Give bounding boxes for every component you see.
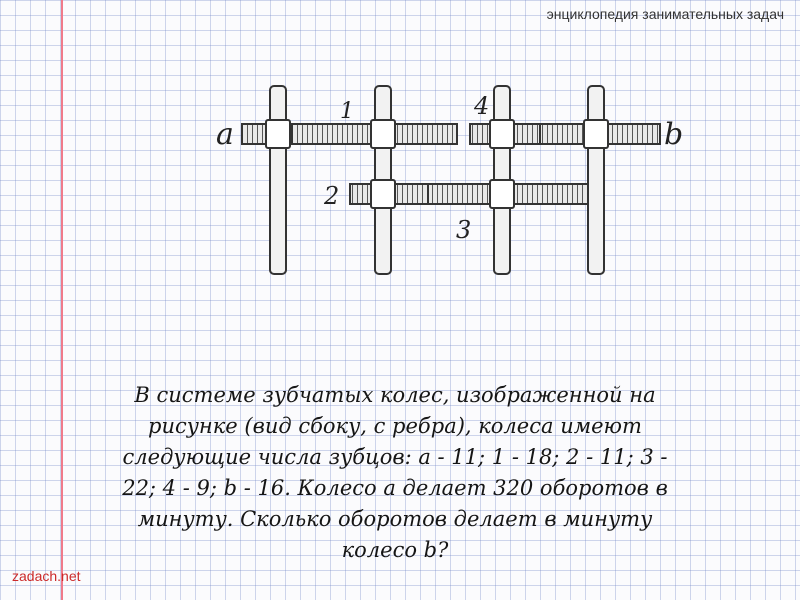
site-watermark[interactable]: zadach.net (12, 568, 81, 584)
label-wheel-1: 1 (340, 99, 354, 124)
page-header-title: энциклопедия занимательных задач (546, 6, 784, 22)
gear-system-diagram (200, 78, 700, 288)
shaft-4 (588, 86, 604, 274)
problem-statement: В системе зубчатых колес, изображенной на рисунке (вид сбоку, с ребра), колеса имеют следующие числа зубцов: а - 11; 1 - 18; 2 - 11; 3 - 22; 4 - 9; b - 16. Колесо а делает 320 оборотов в минуту. Сколько оборотов делает в минуту колесо b? (122, 383, 668, 562)
label-wheel-3: 3 (456, 216, 472, 244)
shafts (270, 86, 604, 274)
label-b: b (664, 117, 684, 152)
label-wheel-4: 4 (474, 92, 490, 120)
label-wheel-2: 2 (324, 182, 340, 210)
shaft-1 (270, 86, 286, 274)
label-a: a (216, 117, 234, 152)
notebook-margin-line (61, 0, 63, 600)
